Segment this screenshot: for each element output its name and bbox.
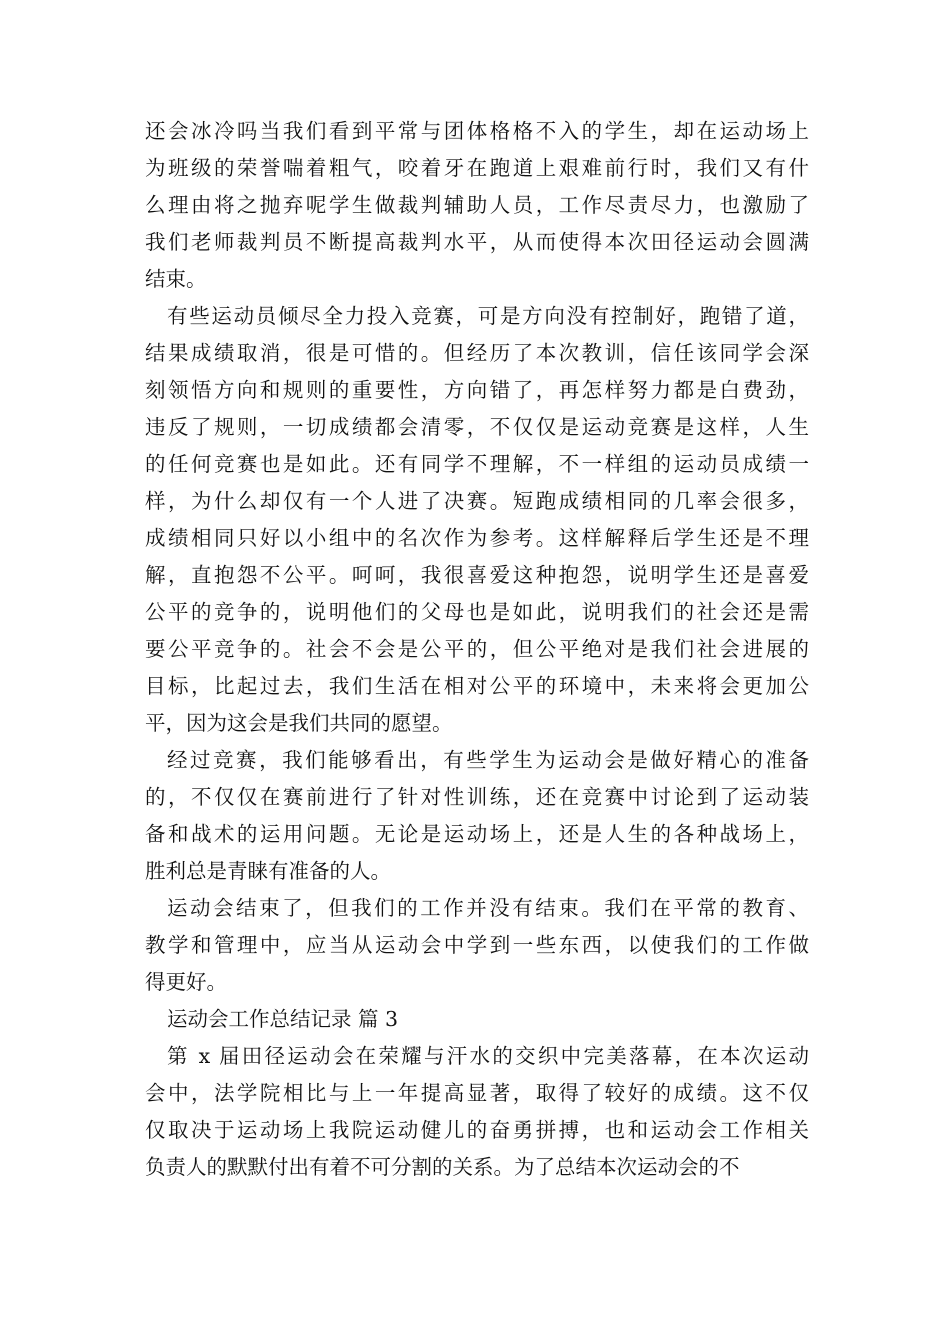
paragraph-line: 第 x 届田径运动会在荣耀与汗水的交织中完美落幕，在本次运动	[167, 1044, 809, 1068]
section-heading	[145, 1001, 809, 1038]
paragraph-line: 解，直抱怨不公平。呵呵，我很喜爱这种抱怨，说明学生还是喜爱	[145, 563, 809, 587]
paragraph-line: 教学和管理中，应当从运动会中学到一些东西，以使我们的工作做	[145, 933, 809, 957]
paragraph-line: 还会冰冷吗当我们看到平常与团体格格不入的学生，却在运动场上	[145, 119, 809, 143]
paragraph-line: 胜利总是青睐有准备的人。	[145, 859, 391, 883]
paragraph-line: 我们老师裁判员不断提高裁判水平，从而使得本次田径运动会圆满	[145, 230, 809, 254]
paragraph-line: 刻领悟方向和规则的重要性，方向错了，再怎样努力都是白费劲，	[145, 378, 809, 402]
paragraph-line: 仅取决于运动场上我院运动健儿的奋勇拼搏，也和运动会工作相关	[145, 1118, 809, 1142]
paragraph-line: 平，因为这会是我们共同的愿望。	[145, 711, 453, 735]
paragraph-line: 目标，比起过去，我们生活在相对公平的环境中，未来将会更加公	[145, 674, 809, 698]
paragraph	[145, 113, 809, 298]
paragraph-line: 负责人的默默付出有着不可分割的关系。为了总结本次运动会的不	[145, 1155, 740, 1179]
paragraph-line: 违反了规则，一切成绩都会清零，不仅仅是运动竞赛是这样，人生	[145, 415, 809, 439]
paragraph-line: 结果成绩取消，很是可惜的。但经历了本次教训，信任该同学会深	[145, 341, 809, 365]
paragraph-line: 为班级的荣誉喘着粗气，咬着牙在跑道上艰难前行时，我们又有什	[145, 156, 809, 180]
paragraph	[145, 1038, 809, 1186]
paragraph-line: 得更好。	[145, 970, 227, 994]
paragraph-line: 结束。	[145, 267, 207, 291]
paragraph-line: 备和战术的运用问题。无论是运动场上，还是人生的各种战场上，	[145, 822, 809, 846]
paragraph	[145, 890, 809, 1001]
heading-text: 运动会工作总结记录 篇 3	[167, 1007, 399, 1031]
paragraph	[145, 298, 809, 742]
paragraph-line: 么理由将之抛弃呢学生做裁判辅助人员，工作尽责尽力，也激励了	[145, 193, 809, 217]
paragraph-line: 经过竞赛，我们能够看出，有些学生为运动会是做好精心的准备	[167, 748, 809, 772]
paragraph-line: 会中，法学院相比与上一年提高显著，取得了较好的成绩。这不仅	[145, 1081, 809, 1105]
paragraph-line: 运动会结束了，但我们的工作并没有结束。我们在平常的教育、	[167, 896, 809, 920]
paragraph-line: 要公平竞争的。社会不会是公平的，但公平绝对是我们社会进展的	[145, 637, 809, 661]
paragraph	[145, 742, 809, 890]
document-body	[145, 113, 809, 1186]
paragraph-line: 的，不仅仅在赛前进行了针对性训练，还在竞赛中讨论到了运动装	[145, 785, 809, 809]
paragraph-line: 公平的竞争的，说明他们的父母也是如此，说明我们的社会还是需	[145, 600, 809, 624]
paragraph-line: 有些运动员倾尽全力投入竞赛，可是方向没有控制好，跑错了道，	[167, 304, 809, 328]
paragraph-line: 成绩相同只好以小组中的名次作为参考。这样解释后学生还是不理	[145, 526, 809, 550]
paragraph-line: 的任何竞赛也是如此。还有同学不理解，不一样组的运动员成绩一	[145, 452, 809, 476]
paragraph-line: 样，为什么却仅有一个人进了决赛。短跑成绩相同的几率会很多，	[145, 489, 809, 513]
